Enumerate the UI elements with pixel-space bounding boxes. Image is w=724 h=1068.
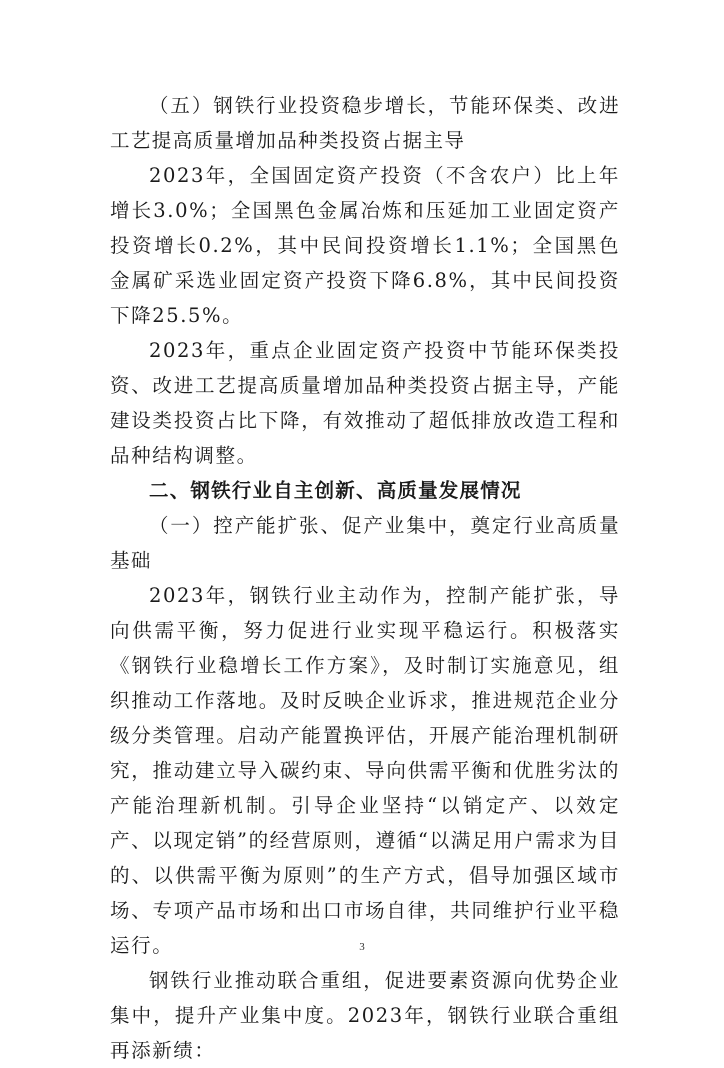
paragraph-capacity-control: 2023年，钢铁行业主动作为，控制产能扩张，导向供需平衡，努力促进行业实现平稳运行。积极落实《钢铁行业稳增长工作方案》，及时制订实施意见，组织推动工作落地。及时反映企业诉求，推进规范企业分级分类管理。启动产能置换评估，开展产能治理机制研究，推动建立导入碳约束、导向供需平衡和优胜劣汰的产能治理新机制。引导企业坚持“以销定产、以效定产、以现定销”的经营原则，遵循“以满足用户需求为目的、以供需平衡为原则”的生产方式，倡导加强区域市场、专项产品市场和出口市场自律，共同维护行业平稳运行。 xyxy=(110,584,620,957)
paragraph-fixed-asset-investment: 2023年，全国固定资产投资（不含农户）比上年增长3.0%；全国黑色金属冶炼和压延加工业固定资产投资增长0.2%，其中民间投资增长1.1%；全国黑色金属矿采选业固定资产投资下降6.8%，其中民间投资下降25.5%。 xyxy=(110,164,620,327)
paragraph-mergers: 钢铁行业推动联合重组，促进要素资源向优势企业集中，提升产业集中度。2023年，钢铁行业联合重组再添新绩： xyxy=(110,969,620,1062)
document-body xyxy=(110,88,620,1068)
subheading-capacity-control: （一）控产能扩张、促产业集中，奠定行业高质量基础 xyxy=(110,514,620,572)
page-number: 3 xyxy=(359,941,365,953)
section-heading-innovation: 二、钢铁行业自主创新、高质量发展情况 xyxy=(149,479,522,502)
subheading-investment: （五）钢铁行业投资稳步增长，节能环保类、改进工艺提高质量增加品种类投资占据主导 xyxy=(110,94,620,152)
paragraph-key-enterprise-investment: 2023年，重点企业固定资产投资中节能环保类投资、改进工艺提高质量增加品种类投资占据主导，产能建设类投资占比下降，有效推动了超低排放改造工程和品种结构调整。 xyxy=(110,339,620,467)
